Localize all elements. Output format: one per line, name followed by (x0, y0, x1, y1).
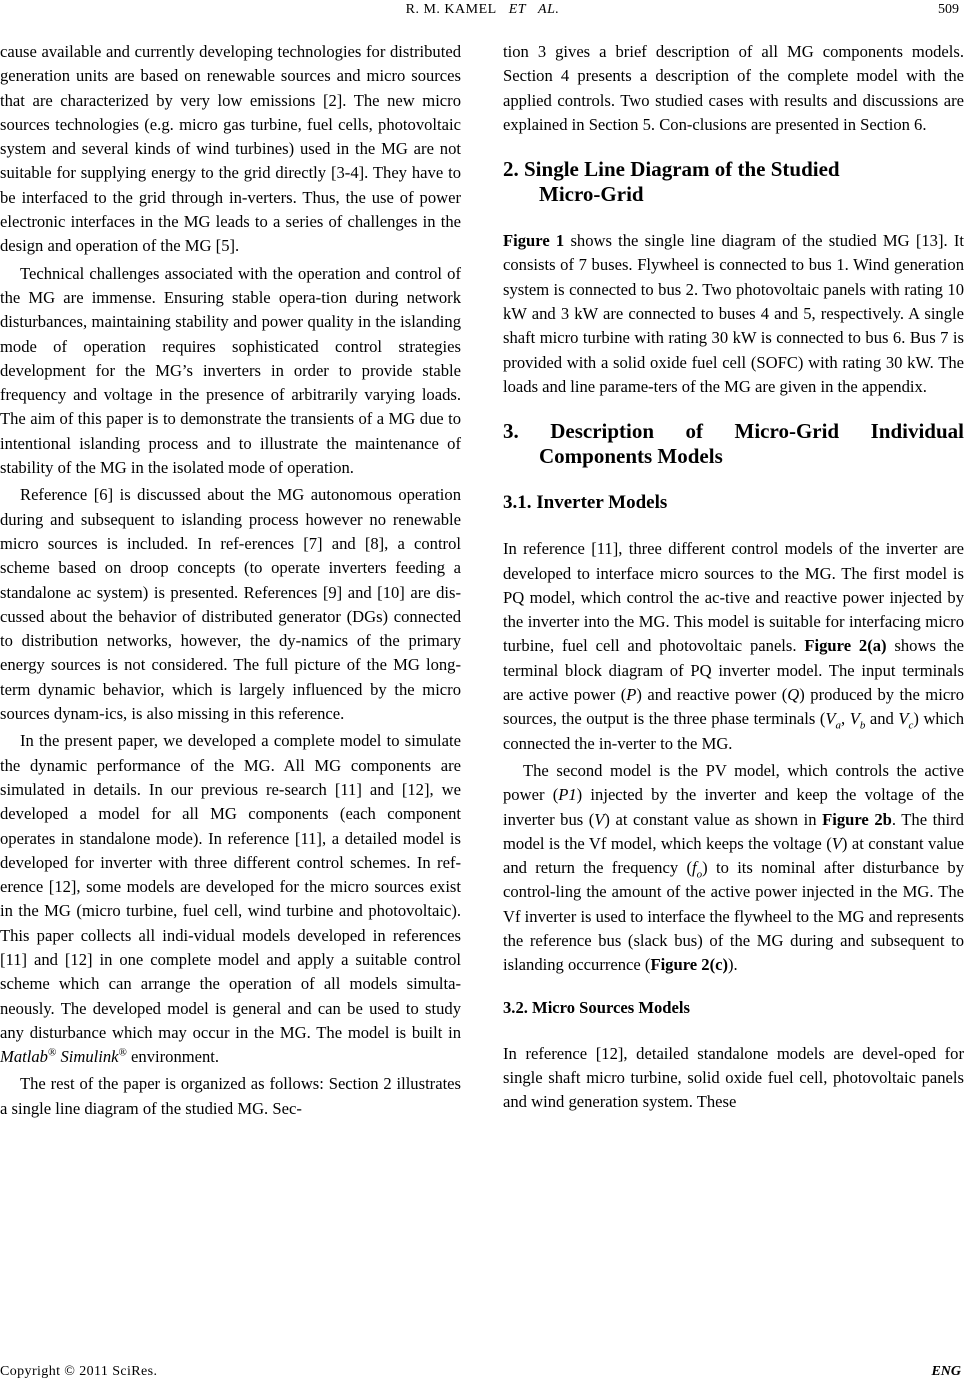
right-paragraph-1: tion 3 gives a brief description of all MG components models. Section 4 presents a description of the complete model with the applied controls. Two studied cases with results and discussions are explained in Section 5. Con-clusions are presented in Section 6. (503, 42, 964, 134)
subsection-3-1-heading: 3.1. Inverter Models (503, 492, 668, 514)
paragraph-4-text-e: ) at constant value and return the frequency ( (503, 833, 964, 878)
symbol-Va (825, 709, 842, 732)
paragraph-4-text-a: The second model is the PV model, which controls the active power ( (503, 760, 964, 805)
page-header (0, 0, 965, 30)
registered-mark: ® (118, 1046, 127, 1059)
figure-1-ref: Figure 1 (503, 231, 565, 251)
figure-2c-ref: Figure 2(c) (650, 955, 729, 975)
section-2-heading (503, 157, 964, 207)
figure-2a-ref: Figure 2(a) (804, 636, 887, 656)
paragraph-3-text-a: In reference [11], three different control models of the inverter are developed to interface micro sources to the MG. The first model is PQ model, which control the ac-tive and reactive power injected by the inverter into the MG. This model is suitable for interfacing micro turbine, fuel cell and photovoltaic panels. (503, 539, 964, 656)
al: AL. (538, 2, 560, 17)
paragraph-4-text-d: . The third model is the Vf model, which keeps the voltage ( (503, 809, 964, 853)
right-paragraph-3 (503, 537, 964, 756)
registered-mark: ® (47, 1046, 57, 1059)
symbol-fo (692, 858, 703, 881)
symbol-V: V (825, 709, 836, 729)
paragraph-4-text-b: ) injected by the inverter and keep the voltage of the inverter bus ( (503, 785, 964, 829)
paragraph-4-text: In the present paper, we developed a complete model to simulate the dynamic performance of the MG. All MG components are simulated in details. In our previous re-search [11] and [12], we developed a model for all MG components (each component operates in standalone mode). In reference [11], a detailed model is developed for inverter with three different control schemes. In ref-erence [12], some models are developed for the micro sources exist in the MG (micro turbine, fuel cell, wind turbine and photovoltaic). This paper collects all indi-vidual models developed in references [11] and [12] in one complete model and apply a suitable control scheme which can arrange the operation of all models simulta-neously. The developed model is general and can be used to study any disturbance which may occur in the MG. The model is built in (0, 731, 461, 1042)
left-column (0, 40, 461, 1121)
comma: , (841, 709, 850, 729)
simulink-word: Simulink (60, 1047, 119, 1067)
section-3-heading-line1: 3. Description of Micro-Grid Individual (503, 419, 964, 444)
symbol-Q: Q (787, 685, 800, 705)
running-head (0, 2, 965, 18)
left-paragraph-4 (0, 729, 461, 1069)
symbol-Vb (849, 709, 866, 732)
right-paragraph-4 (503, 759, 964, 978)
subscript-o: o (696, 868, 703, 881)
paragraph-2-text: shows the single line diagram of the studied MG [13]. It consists of 7 buses. Flywheel is connected to bus 1. Wind generation system is connected to bus 2. Two photovoltaic panels with rating 10 kW and 3 kW are connected to buses 4 and 5, respectively. A single shaft micro turbine with rating 30 kW is connected to bus 6. Bus 7 is provided with a solid oxide fuel cell (SOFC) with rating 30 kW. The loads and line parame-ters of the MG are given in the appendix. (503, 231, 964, 396)
right-paragraph-5: In reference [12], detailed standalone models are devel-oped for single shaft micro turbine, solid oxide fuel cell, photovoltaic panels and wind generation system. These (503, 1043, 964, 1112)
section-3-heading (503, 419, 964, 469)
subscript-c: c (908, 719, 914, 732)
section-3-heading-line2: Components Models (539, 444, 723, 469)
paragraph-3-text-b: shows the terminal block diagram of PQ inverter model. The input terminals are active power ( (503, 636, 965, 705)
section-2-heading-line2: Micro-Grid (539, 182, 644, 207)
and-word: and (865, 709, 899, 729)
paragraph-4-text-g: ). (728, 955, 738, 975)
left-paragraph-1: cause available and currently developing technologies for distributed generation units are based on renewable sources and micro sources that are characterized by very low emissions [2]. The new micro sources technologies (e.g. micro gas turbine, fuel cells, photovoltaic system and several kinds of wind turbines) used in the MG are not suitable for supplying energy to the grid directly [3-4]. They have to be interfaced to the grid through in-verters. Thus, the use of power electronic interfaces in the MG leads to a series of challenges in the design and operation of the MG [5]. (0, 42, 461, 256)
author-name: R. M. KAMEL (405, 2, 497, 17)
symbol-V: V (849, 709, 860, 729)
paragraph-4-end: environment. (131, 1047, 220, 1067)
symbol-f: f (692, 858, 697, 878)
subscript-b: b (859, 719, 866, 732)
symbol-V: V (594, 809, 605, 829)
figure-2b-ref: Figure 2b (822, 809, 892, 829)
right-paragraph-2 (503, 229, 964, 399)
subscript-a: a (835, 719, 842, 732)
symbol-P: P (626, 685, 637, 705)
paragraph-4-text-c: ) at constant value as shown in (604, 809, 817, 829)
page-footer (0, 1364, 965, 1382)
subsection-3-2-heading: 3.2. Micro Sources Models (503, 997, 690, 1017)
paragraph-3-text-c: ) and reactive power ( (636, 685, 788, 705)
paragraph-3-text-d: ) produced by the micro sources, the output is the three phase terminals ( (503, 685, 965, 729)
page-number: 509 (938, 2, 959, 17)
paragraph-4-text-f: ) to its nominal after disturbance by control-ling the amount of the active power injected in the MG. The Vf inverter is used to interface the flywheel to the MG and represents the reference bus (slack bus) of the MG during and subsequent to islanding occurrence ( (503, 858, 965, 975)
section-2-heading-line1: 2. Single Line Diagram of the Studied (503, 157, 840, 182)
left-paragraph-3: Reference [6] is discussed about the MG autonomous operation during and subsequent to islanding process however no renewable micro sources is included. In ref-erences [7] and [8], a control scheme based on droop concepts (to operate inverters feeding a standalone ac system) is presented. References [9] and [10] are dis-cussed about the behavior of distributed generator (DGs) connected to distribution networks, however, the dy-namics of the primary energy sources is not considered. The full picture of the MG long-term dynamic behavior, which is largely influenced by the micro sources dynam-ics, is also missing in this reference. (0, 485, 461, 724)
symbol-P1: P1 (558, 785, 577, 805)
left-paragraph-5: The rest of the paper is organized as follows: Section 2 illustrates a single line diagram of the studied MG. Sec- (0, 1074, 461, 1118)
left-paragraph-2: Technical challenges associated with the operation and control of the MG are immense. Ensuring stable opera-tion during network disturbances, maintaining stability and power quality in the islanding mode of operation requires sophisticated control strategies development for the MG’s inverters in order to provide stable frequency and voltage in the presence of arbitrarily varying loads. The aim of this paper is to demonstrate the transients of a MG due to intentional islanding process and to illustrate the maintenance of stability of the MG in the isolated mode of operation. (0, 263, 461, 478)
journal-abbrev: ENG (931, 1364, 961, 1379)
right-column (503, 40, 964, 1115)
copyright-notice: Copyright © 2011 SciRes. (0, 1364, 158, 1379)
symbol-V: V (898, 709, 909, 729)
matlab-word: Matlab (0, 1047, 48, 1067)
paragraph-3-text-e: ) which connected the in-verter to the MG. (503, 709, 964, 753)
et: ET (508, 2, 527, 17)
symbol-V: V (831, 833, 842, 853)
symbol-Vc (898, 709, 914, 732)
